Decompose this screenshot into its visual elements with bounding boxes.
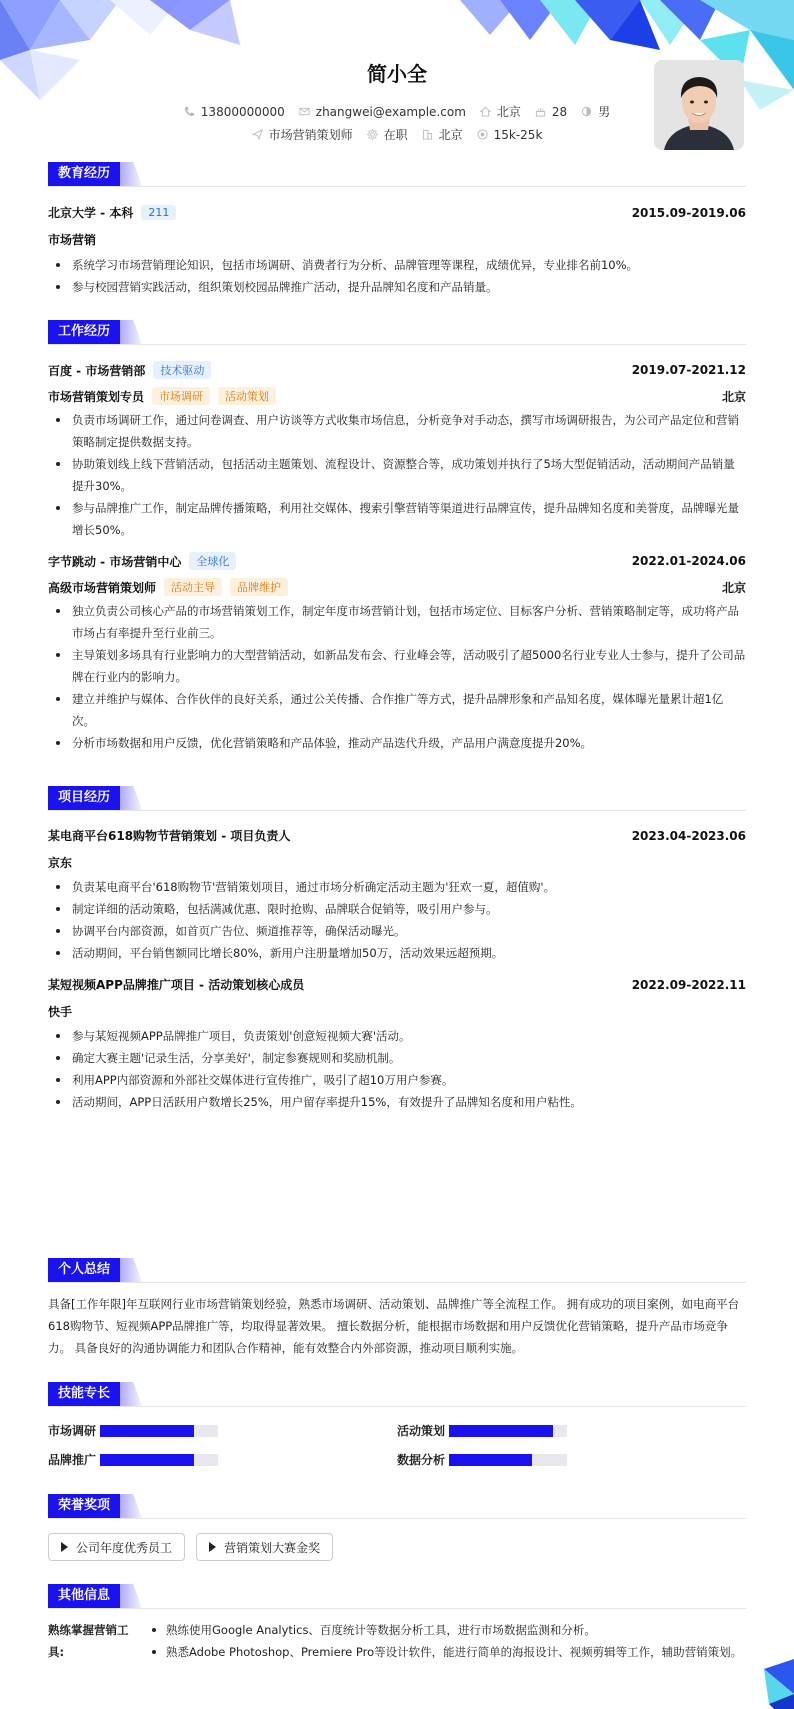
skill-bar — [100, 1454, 218, 1466]
gear-icon — [367, 129, 378, 140]
company-tag: 全球化 — [189, 552, 236, 570]
mail-icon — [299, 106, 310, 117]
skill-bar-fill — [100, 1454, 194, 1466]
work-section — [48, 320, 746, 754]
job-period: 2019.07-2021.12 — [631, 363, 746, 377]
list-item: 建立并维护与媒体、合作伙伴的良好关系，通过公关传播、合作推广等方式，提升品牌形象和产品知名度，媒体曝光量累计超1亿次。 — [62, 688, 746, 732]
list-item: 利用APP内部资源和外部社交媒体进行宣传推广，吸引了超10万用户参赛。 — [62, 1069, 746, 1091]
candidate-name: 简小全 — [367, 62, 427, 86]
skill-name: 数据分析 — [397, 1453, 446, 1467]
list-item: 确定大赛主题'记录生活，分享美好'，制定参赛规则和奖励机制。 — [62, 1047, 746, 1069]
avatar-portrait-icon — [654, 60, 744, 150]
skill-bar-fill — [449, 1425, 553, 1437]
role-tag: 活动策划 — [218, 387, 276, 405]
list-item: 活动期间，平台销售额同比增长80%，新用户注册量增加50万，活动效果远超预期。 — [62, 942, 746, 964]
skill-item — [397, 1422, 746, 1439]
footer-decoration — [734, 1649, 794, 1709]
skill-bar-fill — [100, 1425, 194, 1437]
list-item: 协助策划线上线下营销活动，包括活动主题策划、流程设计、资源整合等，成功策划并执行了5场大型促销活动，活动期间产品销量提升30%。 — [62, 453, 746, 497]
position-text: 市场营销策划师 — [268, 128, 353, 142]
salary-text: 15k-25k — [493, 127, 543, 142]
company-name: 百度 - 市场营销部 — [48, 363, 146, 378]
skill-item — [48, 1451, 397, 1468]
skill-bar — [449, 1425, 567, 1437]
role-tag: 品牌维护 — [230, 578, 288, 596]
list-item: 协调平台内部资源，如首页广告位、频道推荐等，确保活动曝光。 — [62, 920, 746, 942]
skills-section — [48, 1382, 746, 1468]
home-icon — [480, 106, 491, 117]
summary-text: 具备[工作年限]年互联网行业市场营销策划经验，熟悉市场调研、活动策划、品牌推广等全流程工作。 拥有成功的项目案例，如电商平台618购物节、短视频APP品牌推广等，均取得显著效果。 擅长数据分析，能根据市场数据和用户反馈优化营销策略，提升产品市场竞争力。 具备良好的沟通协调能力和团队合作精神，能有效整合内外部资源，推动项目顺利实施。 — [48, 1297, 740, 1355]
section-title-skills: 技能专长 — [48, 1382, 120, 1406]
gender-text: 男 — [598, 105, 611, 119]
job-city: 北京 — [721, 389, 746, 404]
send-icon — [252, 129, 263, 140]
building-icon — [422, 129, 433, 140]
resume-header — [0, 0, 794, 170]
skills-grid — [48, 1422, 746, 1468]
education-section — [48, 162, 746, 298]
other-list — [142, 1619, 742, 1663]
list-item: 参与校园营销实践活动，组织策划校园品牌推广活动，提升品牌知名度和产品销量。 — [62, 276, 746, 298]
email-address: zhangwei@example.com — [315, 104, 466, 119]
list-item: 系统学习市场营销理论知识，包括市场调研、消费者行为分析、品牌管理等课程，成绩优异，专业排名前10%。 — [62, 254, 746, 276]
project-period: 2022.09-2022.11 — [631, 977, 746, 992]
award-badge — [48, 1533, 185, 1561]
skill-item — [48, 1422, 397, 1439]
award-label: 营销策划大赛金奖 — [224, 1540, 321, 1555]
company-name: 字节跳动 - 市场营销中心 — [48, 554, 182, 569]
job-role: 高级市场营销策划师 — [48, 580, 157, 595]
summary-section — [48, 1258, 746, 1359]
location-text: 北京 — [496, 105, 521, 119]
skill-item — [397, 1451, 746, 1468]
section-title-summary: 个人总结 — [48, 1258, 120, 1282]
gender-icon — [581, 106, 592, 117]
project-details-list — [48, 1025, 746, 1113]
list-item: 主导策划多场具有行业影响力的大型营销活动，如新品发布会、行业峰会等，活动吸引了超5000名行业专业人士参与，提升了公司品牌在行业内的影响力。 — [62, 644, 746, 688]
phone-icon — [184, 106, 195, 117]
section-title-education: 教育经历 — [48, 162, 120, 186]
project-name: 某电商平台618购物节营销策划 - 项目负责人 — [48, 829, 291, 843]
list-item: 参与品牌推广工作，制定品牌传播策略，利用社交媒体、搜索引擎营销等渠道进行品牌宣传，提升品牌知名度和美誉度，品牌曝光量增长50%。 — [62, 497, 746, 541]
section-title-other: 其他信息 — [48, 1584, 120, 1608]
skill-name: 市场调研 — [48, 1424, 97, 1438]
coin-icon — [477, 129, 488, 140]
education-list — [48, 254, 746, 298]
role-tag: 市场调研 — [152, 387, 210, 405]
role-tag: 活动主导 — [164, 578, 222, 596]
education-period: 2015.09-2019.06 — [631, 205, 746, 220]
list-item: 参与某短视频APP品牌推广项目，负责策划'创意短视频大赛'活动。 — [62, 1025, 746, 1047]
section-title-work: 工作经历 — [48, 320, 120, 344]
company-tag: 技术驱动 — [153, 361, 211, 379]
age-text: 28 — [551, 104, 568, 119]
list-item: 负责市场调研工作，通过问卷调查、用户访谈等方式收集市场信息，分析竞争对手动态，撰写市场调研报告，为公司产品定位和营销策略制定提供数据支持。 — [62, 409, 746, 453]
award-label: 公司年度优秀员工 — [76, 1540, 173, 1555]
city-text: 北京 — [438, 128, 463, 142]
projects-section — [48, 786, 746, 1113]
job-duties-list — [48, 409, 746, 541]
job-city: 北京 — [721, 580, 746, 595]
skill-bar-fill — [449, 1454, 532, 1466]
major-name: 市场营销 — [48, 233, 97, 247]
skill-name: 品牌推广 — [48, 1453, 97, 1467]
status-text: 在职 — [383, 128, 408, 142]
award-badge — [196, 1533, 333, 1561]
school-name: 北京大学 - 本科 — [48, 206, 134, 220]
project-client: 快手 — [48, 1005, 73, 1019]
awards-list — [48, 1533, 746, 1561]
list-item: 负责某电商平台'618购物节'营销策划项目，通过市场分析确定活动主题为'狂欢一夏，超值购'。 — [62, 876, 746, 898]
cake-icon — [535, 106, 546, 117]
skill-name: 活动策划 — [397, 1424, 446, 1438]
list-item: 熟练使用Google Analytics、百度统计等数据分析工具，进行市场数据监测和分析。 — [156, 1619, 742, 1641]
list-item: 分析市场数据和用户反馈，优化营销策略和产品体验，推动产品迭代升级，产品用户满意度提升20%。 — [62, 732, 746, 754]
list-item: 熟悉Adobe Photoshop、Premiere Pro等设计软件，能进行简单的海报设计、视频剪辑等工作，辅助营销策划。 — [156, 1641, 742, 1663]
job-duties-list — [48, 600, 746, 754]
section-title-projects: 项目经历 — [48, 786, 120, 810]
job-role: 市场营销策划专员 — [48, 389, 145, 404]
school-tag: 211 — [141, 205, 176, 220]
skill-bar — [100, 1425, 218, 1437]
list-item: 制定详细的活动策略，包括满减优惠、限时抢购、品牌联合促销等，吸引用户参与。 — [62, 898, 746, 920]
awards-section — [48, 1494, 746, 1561]
project-client: 京东 — [48, 856, 73, 870]
other-section — [48, 1584, 746, 1663]
avatar-photo — [654, 60, 744, 150]
job-period: 2022.01-2024.06 — [631, 554, 746, 568]
other-label: 熟练掌握营销工具: — [48, 1623, 129, 1659]
phone-number: 13800000000 — [200, 104, 285, 119]
project-name: 某短视频APP品牌推广项目 - 活动策划核心成员 — [48, 978, 305, 992]
list-item: 活动期间，APP日活跃用户数增长25%，用户留存率提升15%，有效提升了品牌知名度和用户粘性。 — [62, 1091, 746, 1113]
list-item: 独立负责公司核心产品的市场营销策划工作，制定年度市场营销计划，包括市场定位、目标客户分析、营销策略制定等，成功将产品市场占有率提升至行业前三。 — [62, 600, 746, 644]
project-period: 2023.04-2023.06 — [631, 828, 746, 843]
play-triangle-icon — [209, 1542, 216, 1552]
play-triangle-icon — [61, 1542, 68, 1552]
skill-bar — [449, 1454, 567, 1466]
project-details-list — [48, 876, 746, 964]
section-title-awards: 荣誉奖项 — [48, 1494, 120, 1518]
